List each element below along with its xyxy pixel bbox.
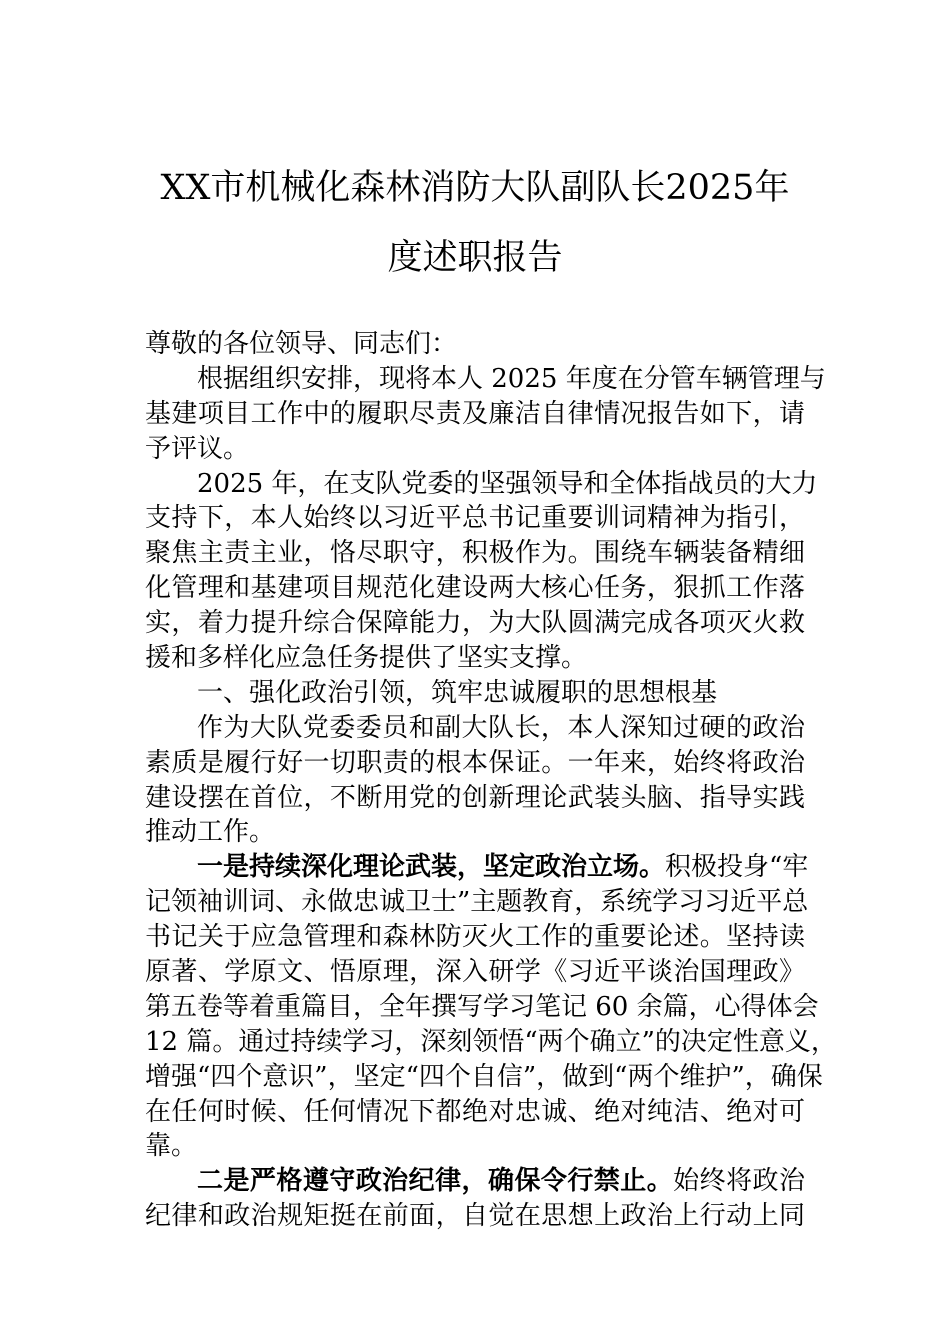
text-run: 增强“四个意识”，坚定“四个自信”，做到“两个维护”，确保 [145, 1061, 823, 1092]
text-run: 援和多样化应急任务提供了坚实支撑。 [145, 643, 588, 674]
text-run: 2025 年，在支队党委的坚强领导和全体指战员的大力 [197, 468, 818, 499]
text-line [145, 1025, 837, 1060]
text-run: 始终将政治 [673, 1166, 805, 1197]
text-line [145, 885, 809, 920]
document-title [100, 153, 850, 293]
text-line [145, 815, 805, 850]
text-run: 在任何时候、任何情况下都绝对忠诚、绝对纯洁、绝对可 [145, 1096, 805, 1127]
text-run: 靠。 [145, 1131, 198, 1162]
text-line [145, 850, 809, 885]
text-run: 尊敬的各位领导、同志们： [145, 329, 458, 359]
text-line [145, 990, 819, 1025]
title-line-1: XX市机械化森林消防大队副队长2025年 [160, 168, 790, 208]
text-line [145, 781, 805, 816]
text-line [145, 327, 805, 362]
text-line [145, 467, 818, 502]
text-run: 书记关于应急管理和森林防灭火工作的重要论述。坚持读 [145, 922, 805, 953]
text-line [145, 362, 826, 397]
text-run: 积极投身“牢 [665, 852, 809, 883]
text-line [145, 1129, 805, 1164]
text-run: 原著、学原文、悟原理，深入研学《习近平谈治国理政》 [145, 957, 805, 988]
text-run: 12 篇。通过持续学习，深刻领悟“两个确立”的决定性意义， [145, 1026, 837, 1057]
text-line [145, 920, 805, 955]
text-line [145, 606, 805, 641]
text-run: 聚焦主责主业，恪尽职守，积极作为。围绕车辆装备精细 [145, 538, 805, 569]
text-line [145, 397, 805, 432]
text-run: 基建项目工作中的履职尽责及廉洁自律情况报告如下，请 [145, 398, 805, 429]
text-line [145, 536, 805, 571]
text-run: 素质是履行好一切职责的根本保证。一年来，始终将政治 [145, 747, 805, 778]
text-line [145, 1060, 823, 1095]
bold-lead-phrase: 二是严格遵守政治纪律，确保令行禁止。 [197, 1166, 674, 1197]
text-line [145, 1164, 805, 1199]
text-run: 记领袖训词、永做忠诚卫士”主题教育，系统学习习近平总 [145, 887, 809, 918]
text-run: 予评议。 [145, 433, 250, 464]
text-line [145, 1095, 805, 1130]
text-line [145, 641, 805, 676]
section-heading [145, 676, 805, 711]
text-line [145, 501, 805, 536]
text-line [145, 432, 805, 467]
text-line [145, 1199, 805, 1234]
text-run: 第五卷等着重篇目，全年撰写学习笔记 60 余篇，心得体会 [145, 991, 819, 1022]
text-run: 纪律和政治规矩挺在前面，自觉在思想上政治上行动上同 [145, 1201, 805, 1232]
text-line [145, 711, 805, 746]
title-line-2: 度述职报告 [387, 238, 563, 278]
text-run: 作为大队党委委员和副大队长，本人深知过硬的政治 [197, 712, 805, 743]
text-line [145, 955, 805, 990]
text-run: 建设摆在首位，不断用党的创新理论武装头脑、指导实践 [145, 782, 805, 813]
bold-lead-phrase: 一是持续深化理论武装，坚定政治立场。 [197, 852, 666, 883]
text-run: 根据组织安排，现将本人 2025 年度在分管车辆管理与 [197, 363, 826, 394]
text-line [145, 746, 805, 781]
text-run: 一、强化政治引领，筑牢忠诚履职的思想根基 [197, 677, 718, 708]
text-run: 推动工作。 [145, 817, 276, 848]
text-run: 实，着力提升综合保障能力，为大队圆满完成各项灭火救 [145, 608, 805, 639]
text-run: 支持下，本人始终以习近平总书记重要训词精神为指引， [145, 503, 805, 534]
text-run: 化管理和基建项目规范化建设两大核心任务，狠抓工作落 [145, 573, 805, 604]
document-body [145, 327, 837, 1234]
text-line [145, 571, 805, 606]
